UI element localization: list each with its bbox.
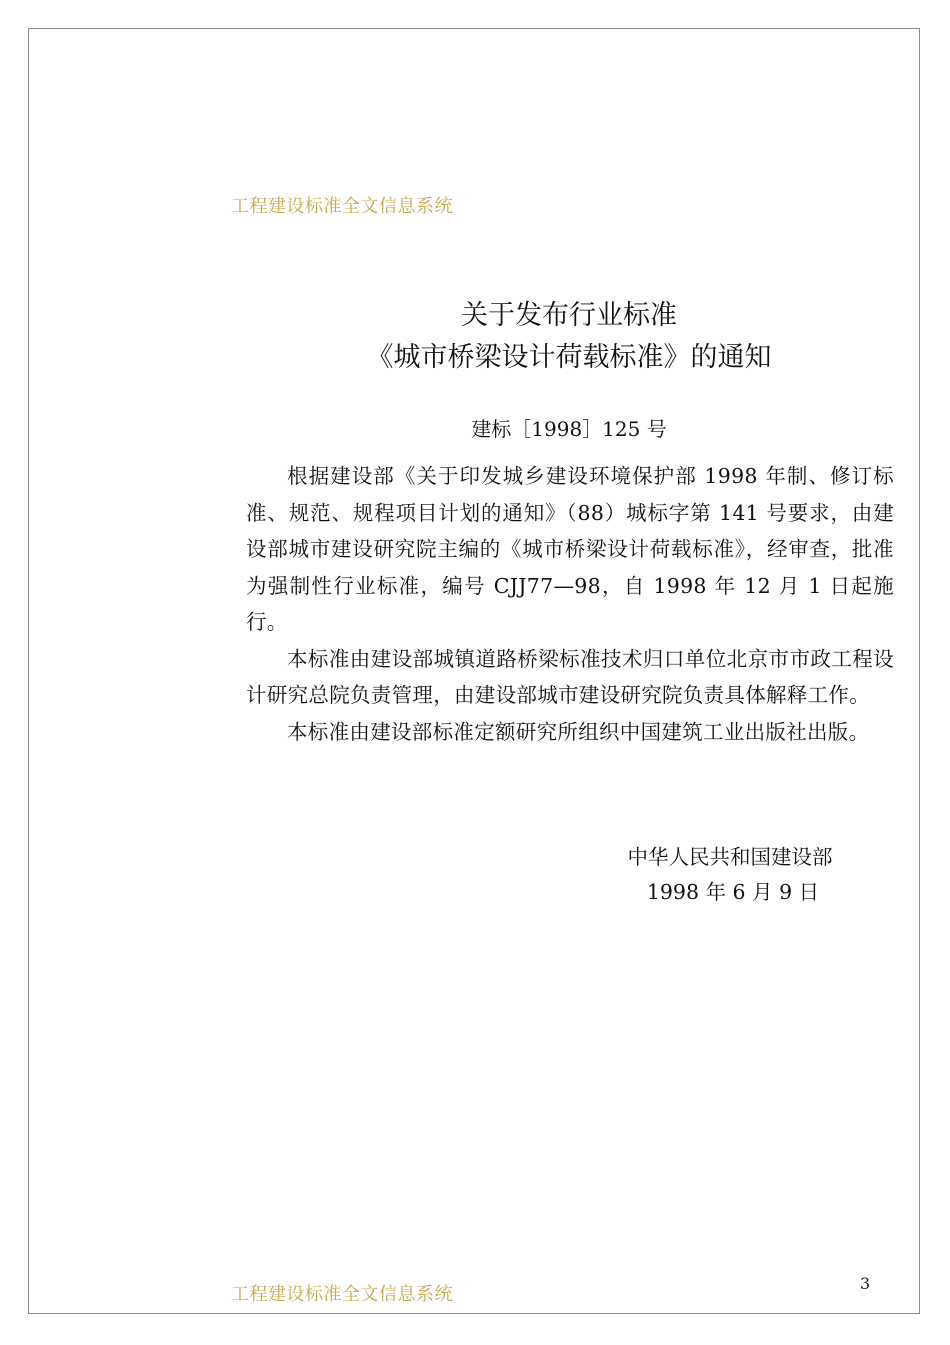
body-paragraph-1: 根据建设部《关于印发城乡建设环境保护部 1998 年制、修订标准、规范、规程项目计划的通知》（88）城标字第 141 号要求，由建设部城市建设研究院主编的《城市桥梁设计荷载标准》，经审查，批准为强制性行业标准，编号 CJJ77—98，自 1998 年 12 月 1 日起施行。 — [246, 464, 894, 634]
page-number: 3 — [860, 1274, 871, 1293]
body-paragraph-3: 本标准由建设部标准定额研究所组织中国建筑工业出版社出版。 — [287, 719, 870, 744]
footer-watermark: 工程建设标准全文信息系统 — [231, 1284, 453, 1305]
issue-date: 1998 年 6 月 9 日 — [646, 880, 820, 904]
notice-title-line1: 关于发布行业标准 — [461, 300, 677, 331]
signature-block — [580, 840, 880, 910]
notice-title-line2: 《城市桥梁设计荷载标准》的通知 — [366, 342, 772, 373]
header-watermark: 工程建设标准全文信息系统 — [231, 196, 453, 217]
document-number: 建标［1998］125 号 — [471, 417, 667, 441]
body-paragraph-2: 本标准由建设部城镇道路桥梁标准技术归口单位北京市市政工程设计研究总院负责管理，由建设部城市建设研究院负责具体解释工作。 — [246, 646, 894, 707]
notice-body — [246, 458, 894, 750]
issuing-organization: 中华人民共和国建设部 — [627, 845, 833, 869]
